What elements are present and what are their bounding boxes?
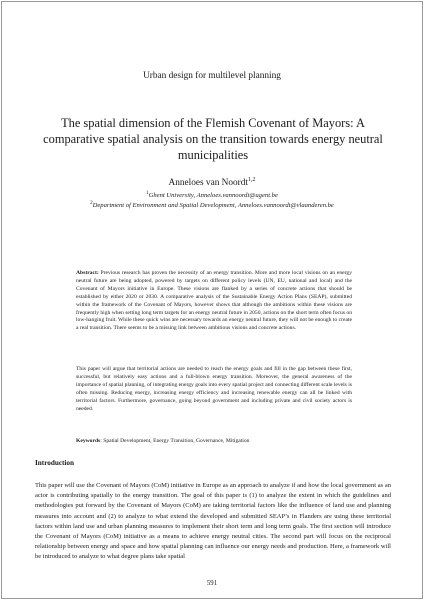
- keywords-label: Keywords: [76, 438, 101, 444]
- affiliation-2-mark: 2: [90, 201, 93, 206]
- page-number: 591: [206, 580, 218, 587]
- abstract-text-1: Previous research has proven the necessity of an energy transition. More and more local visions on an energy neutral future are being adopted, powered by targets on different policy levels (UN, EU, national and local) and the Covenant of Mayors initiative in Europe. These visions are flanked by a series of concrete actions that should be established by either 2020 or 2030. A comparative analysis of the Sustainable Energy Action Plans (SEAP), submitted within the framework of the Covenant of Mayors, however shows that although the ambitions within these visions are frequently high when setting long term targets for an energy neutral future in 2050, actions on the short term often focus on low-hanging fruit. While these quick wins are necessary towards an energy neutral future, they will not be enough to create a real transition. There seems to be a missing link between ambitious visions and concrete actions.: [76, 270, 352, 332]
- abstract-label: Abstract:: [76, 270, 99, 276]
- author-line: [2, 174, 422, 189]
- author-affiliation-marks: 1,2: [248, 177, 256, 183]
- affiliation-2: [2, 199, 422, 210]
- paper-title: The spatial dimension of the Flemish Covenant of Mayors: A comparative spatial analysis on the transition towards energy neutral municipalities: [43, 116, 383, 162]
- affiliation-1-text: Ghent University, Anneloes.vannoordt@ugent.be: [148, 192, 278, 200]
- conference-header: Urban design for multilevel planning: [143, 71, 281, 81]
- author-name: Anneloes van Noordt: [168, 178, 249, 189]
- paper-page: [1, 1, 423, 599]
- keywords-line: [76, 438, 352, 446]
- introduction-heading: Introduction: [35, 459, 75, 467]
- abstract-paragraph-2: This paper will argue that territorial actions are needed to reach the energy goals and fill in the gap between these first, successful, but relatively easy actions and a full-blown energy transition. Moreover, the general awareness of the importance of spatial planning, of integrating energy goals into every spatial project and connecting different scale levels is often missing. Reducing energy, increasing energy efficiency and increasing renewable energy can all be linked with territorial factors. Furthermore, governance, going beyond government and including private and civil society actors is needed.: [76, 366, 352, 412]
- keywords-text: : Spatial Development, Energy Transition, Governance, Mitigation: [100, 438, 250, 444]
- introduction-paragraph: This paper will use the Covenant of Mayors (CoM) initiative in Europe as an approach to analyze if and how the local government as an actor is contributing spatially to the energy transition. The goal of this paper is (1) to analyze the extent in which the guidelines and methodologies put forward by the Covenant of Mayors (CoM) are taking territorial factors like the influence of land use and planning measures into account and (2) to analyze to what extend the developed and submitted SEAP’s in Flanders are using these territorial factors within land use and urban planning measures to implement their short term and long term goals. The first section will introduce the Covenant of Mayors (CoM) initiative as a means to achieve energy neutral cities. The second part will focus on the reciprocal relationship between energy and space and how spatial planning can influence our energy needs and production. Here, a framework will be introduced to analyze to what degree plans take spatial: [35, 482, 391, 561]
- affiliation-1-mark: 1: [146, 191, 149, 196]
- abstract-paragraph-1: [76, 270, 352, 333]
- affiliation-2-text: Department of Environment and Spatial Development, Anneloes.vannoordt@vlaanderen.be: [92, 202, 334, 210]
